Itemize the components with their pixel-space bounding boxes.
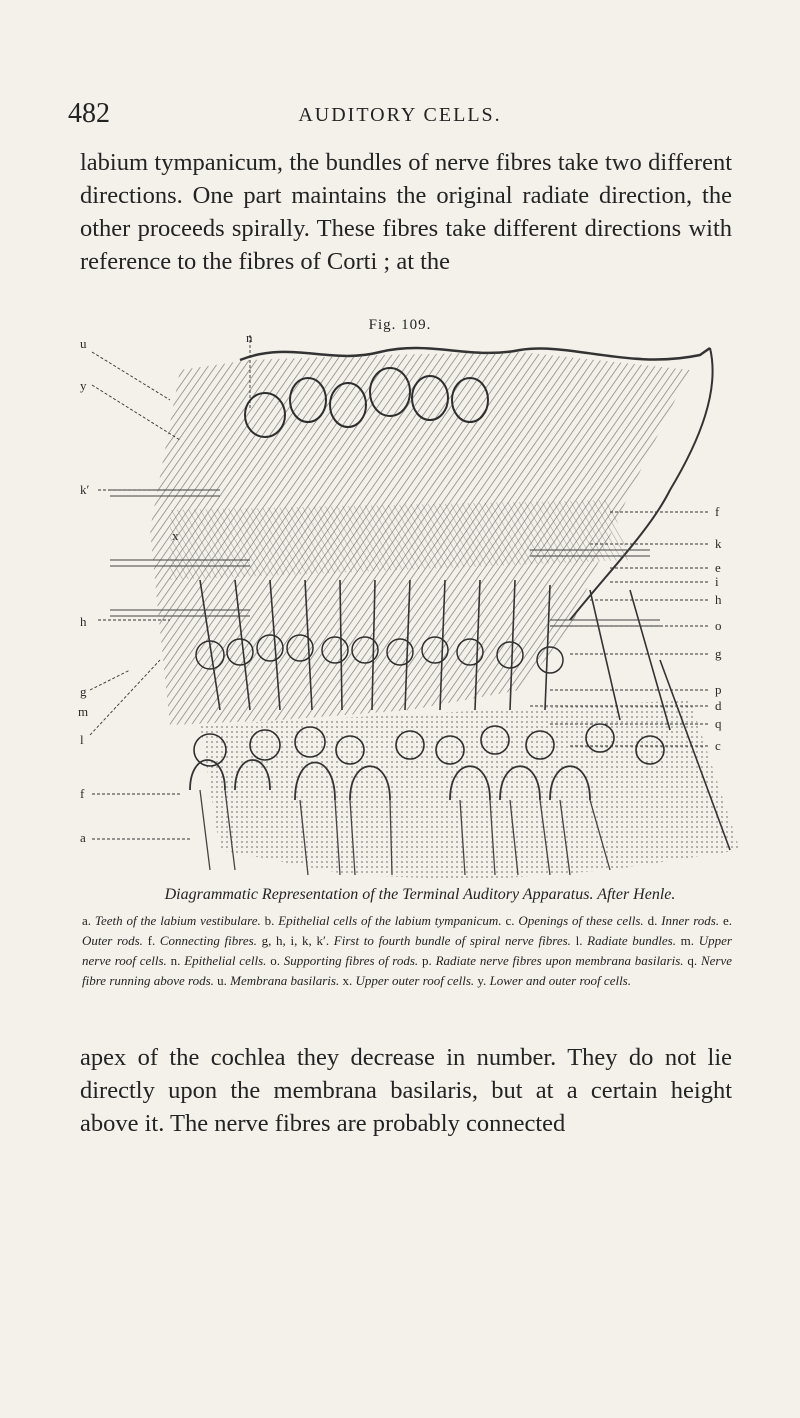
- label-i: i: [715, 574, 719, 589]
- legend-key: g, h, i, k, k′.: [261, 933, 334, 948]
- legend-text: Membrana basilaris.: [230, 973, 343, 988]
- legend-key: e.: [722, 913, 733, 928]
- body-text-top: labium tympanicum, the bundles of nerve fibres take two different directions. One part maintains the original radiate direction, the other proceeds spirally. These fibres take different directions with reference to the fibres of Corti ; at the: [80, 149, 732, 275]
- legend-key: x.: [342, 973, 356, 988]
- legend-key: d.: [647, 913, 662, 928]
- label-o: o: [715, 618, 722, 633]
- legend-text: Upper nerve roof cells.: [82, 933, 732, 968]
- label-x: x: [172, 528, 179, 543]
- legend-key: n.: [170, 953, 185, 968]
- label-f-left: f: [80, 786, 85, 801]
- label-y: y: [80, 378, 87, 393]
- legend-key: c.: [505, 913, 519, 928]
- figure-label: Fig. 109.: [368, 317, 432, 333]
- legend-text: Radiate bundles.: [587, 933, 681, 948]
- label-k: k: [715, 536, 722, 551]
- label-u: u: [80, 336, 87, 351]
- basilar-dotted-region: [200, 700, 740, 880]
- label-h-right: h: [715, 592, 722, 607]
- legend-text: Supporting fibres of rods.: [283, 953, 423, 968]
- label-e: e: [715, 560, 721, 575]
- legend-key: a.: [82, 913, 95, 928]
- legend-text: Epithelial cells.: [184, 953, 271, 968]
- legend-key: b.: [264, 913, 279, 928]
- legend-key: q.: [687, 953, 701, 968]
- page-number: 482: [68, 98, 110, 129]
- label-n: n: [246, 330, 253, 345]
- running-head: AUDITORY CELLS.: [298, 104, 502, 126]
- legend-text: Nerve fibre running above rods.: [82, 953, 732, 988]
- legend-text: Epithelial cells of the labium tympanicum.: [278, 913, 506, 928]
- label-m: m: [78, 704, 89, 719]
- legend-key: f.: [147, 933, 160, 948]
- legend-text: Inner rods.: [661, 913, 723, 928]
- label-g: g: [80, 684, 87, 699]
- legend-text: Radiate nerve fibres upon membrana basilaris.: [435, 953, 688, 968]
- figure-caption-title: Diagrammatic Representation of the Terminal Auditory Apparatus. After Henle.: [164, 886, 676, 903]
- page-header: [68, 98, 732, 134]
- label-k-prime: k′: [80, 482, 90, 497]
- legend-key: y.: [477, 973, 490, 988]
- legend-key: l.: [575, 933, 588, 948]
- legend-text: Lower and outer roof cells.: [489, 973, 631, 988]
- legend-text: Teeth of the labium vestibulare.: [94, 913, 265, 928]
- legend-text: Outer rods.: [82, 933, 148, 948]
- label-c: c: [715, 738, 721, 753]
- legend-key: o.: [270, 953, 284, 968]
- legend-text: Openings of these cells.: [518, 913, 648, 928]
- legend-key: m.: [680, 933, 699, 948]
- figure-legend: [82, 911, 732, 991]
- label-q: q: [715, 716, 722, 731]
- label-d: d: [715, 698, 722, 713]
- legend-text: Connecting fibres.: [159, 933, 262, 948]
- legend-text: First to fourth bundle of spiral nerve fibres.: [333, 933, 576, 948]
- label-a: a: [80, 830, 86, 845]
- label-g-right: g: [715, 646, 722, 661]
- body-text-bottom: apex of the cochlea they decrease in number. They do not lie directly upon the membrana basilaris, but at a certain height above it. The nerve fibres are probably connected: [80, 1044, 732, 1137]
- organ-of-corti-diagram: [50, 330, 770, 890]
- legend-key: u.: [217, 973, 231, 988]
- figure-illustration: [50, 330, 770, 890]
- label-p: p: [715, 682, 722, 697]
- label-l: l: [80, 732, 84, 747]
- label-f-right: f: [715, 504, 720, 519]
- legend-text: Upper outer roof cells.: [355, 973, 478, 988]
- legend-key: p.: [422, 953, 436, 968]
- label-h: h: [80, 614, 87, 629]
